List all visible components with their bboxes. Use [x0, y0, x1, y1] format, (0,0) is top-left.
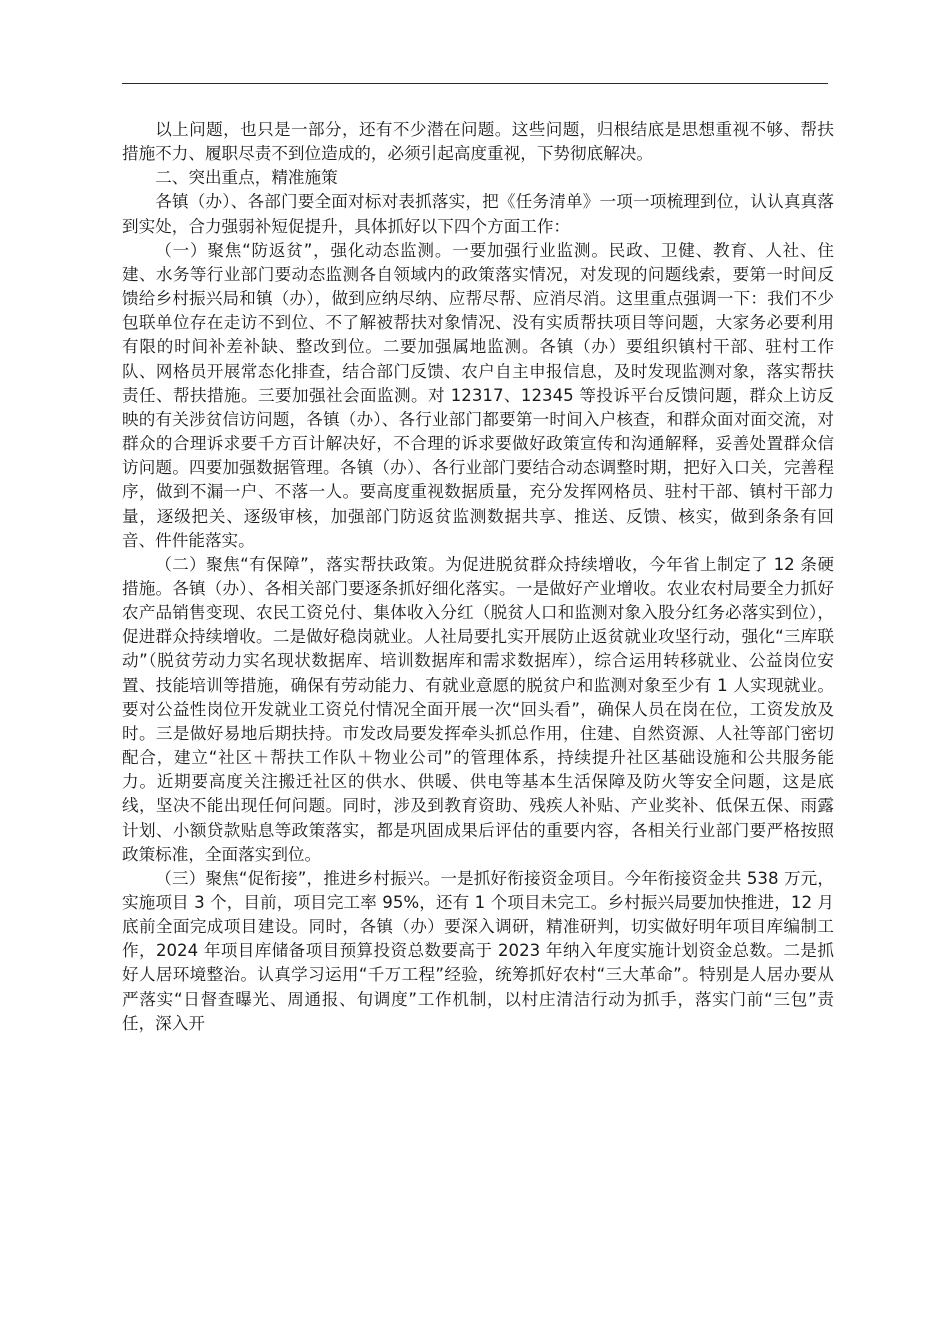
section-heading-2: 二、突出重点，精准施策 — [155, 168, 338, 188]
paragraph-point-3: （三）聚焦“促衔接”，推进乡村振兴。一是抓好衔接资金项目。今年衔接资金共 538 万元，实施项目 3 个，目前，项目完工率 95%，还有 1 个项目未完工。乡村振兴局要加快推进，12 月底前全面完成项目建设。同时，各镇（办）要深入调研，精准研判，切实做好明年项目库编制工作，2024 年项目库储备项目预算投资总数要高于 2023 年纳入年度实施计划资金总数。二是抓好人居环境整治。认真学习运用“千万工程”经验，统筹抓好农村“三大革命”。特别是人居办要从严落实“日督查曝光、周通报、旬调度”工作机制，以村庄清洁行动为抓手，落实门前“三包”责任，深入开 — [122, 868, 834, 1033]
document-body — [122, 118, 834, 1036]
paragraph-task-list: 各镇（办）、各部门要全面对标对表抓落实，把《任务清单》一项一项梳理到位，认认真真落到实处，合力强弱补短促提升，具体抓好以下四个方面工作： — [122, 192, 834, 236]
paragraph-point-1: （一）聚焦“防返贫”，强化动态监测。一要加强行业监测。民政、卫健、教育、人社、住建、水务等行业部门要动态监测各自领域内的政策落实情况，对发现的问题线索，要第一时间反馈给乡村振兴局和镇（办），做到应纳尽纳、应帮尽帮、应消尽消。这里重点强调一下：我们不少包联单位存在走访不到位、不了解被帮扶对象情况、没有实质帮扶项目等问题，大家务必要利用有限的时间补差补缺、整改到位。二要加强属地监测。各镇（办）要组织镇村干部、驻村工作队、网格员开展常态化排查，结合部门反馈、农户自主申报信息，及时发现监测对象，落实帮扶责任、帮扶措施。三要加强社会面监测。对 12317、12345 等投诉平台反馈问题，群众上访反映的有关涉贫信访问题，各镇（办）、各行业部门都要第一时间入户核查，和群众面对面交流，对群众的合理诉求要千方百计解决好，不合理的诉求要做好政策宣传和沟通解释，妥善处置群众信访问题。四要加强数据管理。各镇（办）、各行业部门要结合动态调整时期，把好入口关，完善程序，做到不漏一户、不落一人。要高度重视数据质量，充分发挥网格员、驻村干部、镇村干部力量，逐级把关、逐级审核，加强部门防返贫监测数据共享、推送、反馈、核实，做到条条有回音、件件能落实。 — [122, 240, 834, 550]
header-rule — [122, 83, 828, 84]
paragraph-point-2: （二）聚焦“有保障”，落实帮扶政策。为促进脱贫群众持续增收，今年省上制定了 12 条硬措施。各镇（办）、各相关部门要逐条抓好细化落实。一是做好产业增收。农业农村局要全力抓好农产品销售变现、农民工资兑付、集体收入分红（脱贫人口和监测对象入股分红务必落实到位），促进群众持续增收。二是做好稳岗就业。人社局要扎实开展防止返贫就业攻坚行动，强化“三库联动”（脱贫劳动力实名现状数据库、培训数据库和需求数据库），综合运用转移就业、公益岗位安置、技能培训等措施，确保有劳动能力、有就业意愿的脱贫户和监测对象至少有 1 人实现就业。要对公益性岗位开发就业工资兑付情况全面开展一次“回头看”，确保人员在岗在位，工资发放及时。三是做好易地后期扶持。市发改局要发挥牵头抓总作用，住建、自然资源、人社等部门密切配合，建立“社区＋帮扶工作队＋物业公司”的管理体系，持续提升社区基础设施和公共服务能力。近期要高度关注搬迁社区的供水、供暖、供电等基本生活保障及防火等安全问题，这是底线，坚决不能出现任何问题。同时，涉及到教育资助、残疾人补贴、产业奖补、低保五保、雨露计划、小额贷款贴息等政策落实，都是巩固成果后评估的重要内容，各相关行业部门要严格按照政策标准，全面落实到位。 — [122, 554, 834, 864]
paragraph-problems-summary: 以上问题，也只是一部分，还有不少潜在问题。这些问题，归根结底是思想重视不够、帮扶措施不力、履职尽责不到位造成的，必须引起高度重视，下势彻底解决。 — [122, 120, 834, 164]
